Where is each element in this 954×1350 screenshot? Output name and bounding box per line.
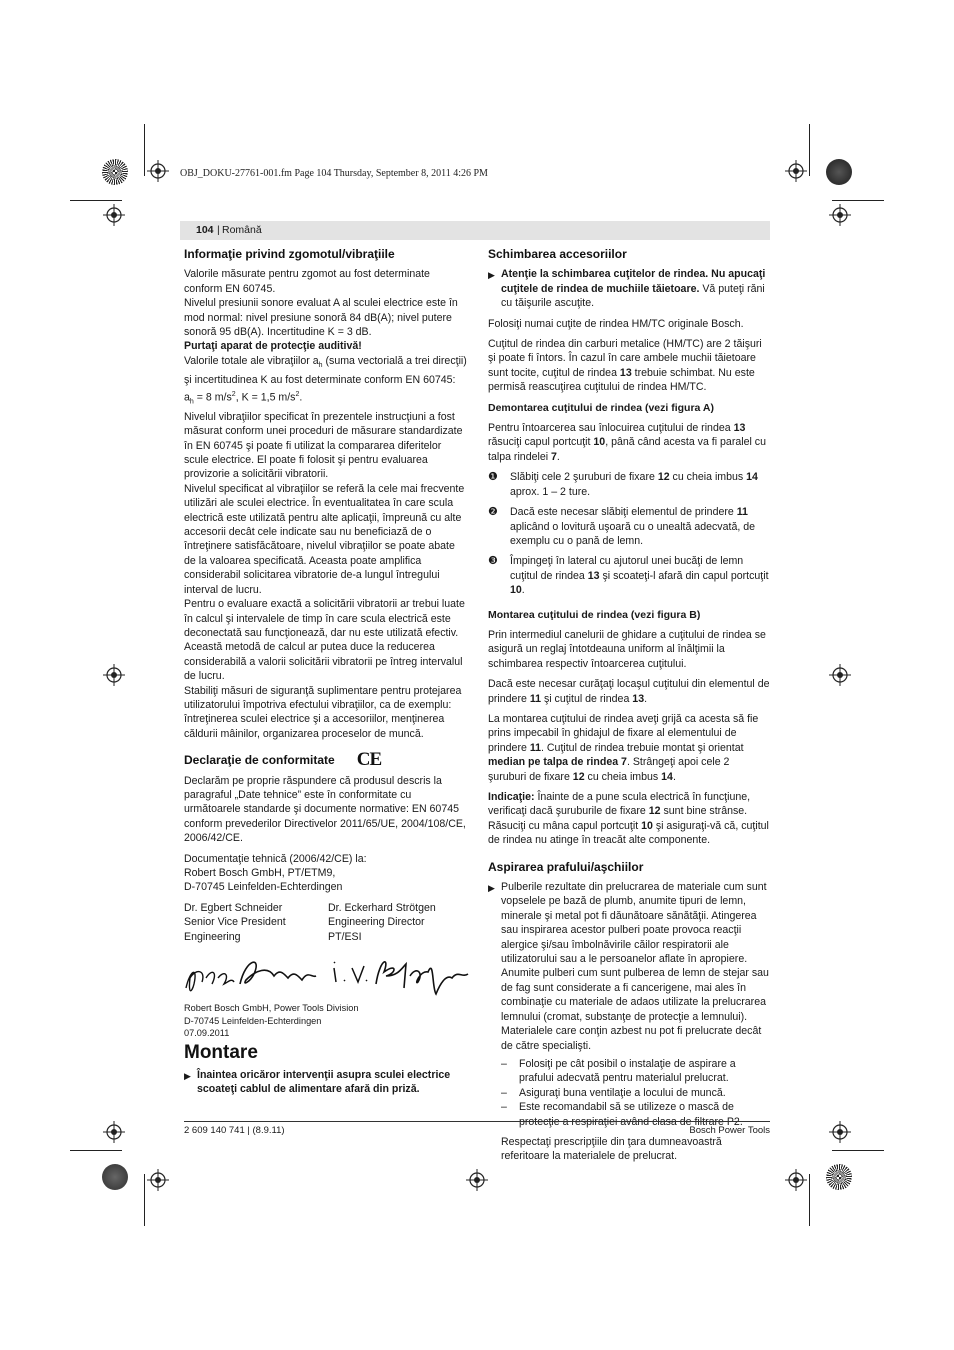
dust-paragraph: Respectaţi prescripţiile din ţara dumneavoastră referitoare la materialele de prelucrat.	[501, 1135, 722, 1163]
signatory-1: Dr. Egbert Schneider Senior Vice President Engineering	[184, 901, 286, 943]
registration-mark-icon	[147, 160, 169, 182]
warning-item: ▶ Atenţie la schimbarea cuţitelor de rindea. Nu apucaţi cuţitele de rindea de muchiile tăietoare. Vă puteţi răni cu tăişurile ascuţite.	[488, 268, 766, 310]
calibration-disc-icon	[826, 159, 852, 185]
header-separator: |	[217, 224, 220, 236]
company-address: Robert Bosch GmbH, Power Tools Division D-70745 Leinfelden-Echterdingen 07.09.2011	[184, 1003, 359, 1039]
calibration-disc-icon	[102, 1164, 128, 1190]
left-column	[184, 247, 468, 1103]
dust-extraction-heading: Aspirarea prafului/aşchiilor	[488, 859, 644, 874]
step-1-icon: ❶	[488, 471, 498, 484]
bullet-arrow-icon: ▶	[488, 883, 495, 894]
conformity-heading: Declaraţie de conformitate CE	[184, 749, 382, 771]
header-language: Română	[222, 224, 262, 236]
page-header	[180, 221, 770, 240]
calibration-star-icon	[102, 159, 128, 185]
footer-doc-number: 2 609 140 741 | (8.9.11)	[184, 1125, 285, 1136]
dismount-paragraph: Pentru întoarcerea sau înlocuirea cuţitului de rindea 13 răsuciţi capul portcuţit 10, până când acesta va fi paralel cu talpa rindelei 7.	[488, 422, 766, 463]
mount-paragraph: Prin intermediul canelurii de ghidare a cuţitului de rindea se asigură un reglaj întotdeauna uniform al înălţimii la schimbarea respectiv întoarcerea cuţitului.	[488, 628, 766, 670]
vibration-paragraph: Nivelul specificat al vibraţiilor se referă la cele mai frecvente utilizări ale sculei electrice. În eventualitatea în care scula electrică este utilizată pentru alte aplicaţii, împreună cu alte accesorii decât cele indicate sau nu beneficiază de o întreţinere satisfăcătoare, nivelul vibraţiilor se poate abate de la valoarea specificată. Aceasta poate amplifica considerabil solicitarea vibratorie de-a lungul întregului interval de lucru.	[184, 482, 465, 596]
registration-mark-icon	[785, 160, 807, 182]
conformity-paragraph: Declarăm pe proprie răspundere că produsul descris la paragraful „Date tehnice” este în conformitate cu următoarele standarde şi documente normative: EN 60745 conform prevederilor Directivelor 2011/65/UE, 2004/108/CE, 2006/42/CE.	[184, 774, 466, 845]
step-3-icon: ❸	[488, 555, 498, 568]
registration-mark-icon	[829, 204, 851, 226]
tech-doc-paragraph: Documentaţie tehnică (2006/42/CE) la: Robert Bosch GmbH, PT/ETM9, D-70745 Leinfelden-Echterdingen	[184, 852, 367, 894]
warning-item: ▶ Pulberile rezultate din prelucrarea de materiale cum sunt vopselele pe bază de plumb, anumite tipuri de lemn, minerale şi metal pot fi dăunătoare sănătăţii. Atingerea sau inspirarea acestor pulberi poate provoca reacţii alergice şi/sau îmbolnăvirile căilor respiratorii ale utilizatorului sau a le persoanelor aflate în apropiere.	[488, 881, 767, 966]
step-item: ❸ Împingeţi în lateral cu ajutorul unei bucăţi de lemn cuţitul de rindea 13 şi scoateţi-l afară din capul portcuţit 10.	[488, 555, 769, 597]
vibration-paragraph: Stabiliţi măsuri de siguranţă suplimentare pentru protejarea utilizatorului împotriva efectului vibraţiilor, ca de exemplu: întreţinerea sculei electrice şi a accesoriilor, menţinerea căldurii mâinilor, organizarea proceselor de muncă.	[184, 684, 462, 740]
footer-rule	[184, 1121, 770, 1122]
registration-mark-icon	[829, 1121, 851, 1143]
note-paragraph: Indicaţie: Înainte de a pune scula electrică în funcţiune, verificaţi dacă şuruburile de fixare 12 sunt bine strânse. Răsuciţi cu mâna capul portcuţit 10 şi asiguraţi-vă că, cuţitul de rindea nu atinge în treacăt alte componente.	[488, 791, 769, 847]
montare-heading: Montare	[184, 1041, 258, 1063]
list-item: – Este recomandabil să se utilizeze o mască de	[501, 1101, 734, 1114]
right-column	[488, 247, 770, 1164]
dust-measures-list	[501, 1057, 770, 1129]
vibration-paragraph: Pentru o evaluare exactă a solicitării vibratorii ar trebui luate în calcul şi intervalele de timp în care scula electrică este deconectată sau funcţionează, dar nu este utilizată efectiv. Această metodă de calcul ar putea duce la reducerea considerabilă a valorii solicitării vibratorii pe întreg intervalul de lucru.	[184, 598, 465, 683]
registration-mark-icon	[147, 1169, 169, 1191]
registration-mark-icon	[466, 1169, 488, 1191]
list-item: – Asiguraţi buna ventilaţie a locului de muncă.	[501, 1086, 726, 1099]
accessory-paragraph: Cuţitul de rindea din carburi metalice (HM/TC) are 2 tăişuri şi poate fi întors. În cazul în care ambele muchii tăietoare sunt tocite, cuţitul de rindea 13 trebuie schimbat. Nu este permisă reascuţirea cuţitului de rindea HM/TC.	[488, 338, 762, 394]
registration-mark-icon	[829, 664, 851, 686]
ce-mark-icon: CE	[356, 749, 382, 771]
handwritten-signatures	[184, 948, 468, 1000]
bullet-arrow-icon: ▶	[184, 1070, 191, 1081]
registration-mark-icon	[785, 1169, 807, 1191]
noise-heading: Informaţie privind zgomotul/vibraţiile	[184, 247, 395, 261]
step-item: ❶ Slăbiţi cele 2 şuruburi de fixare 12 cu cheia imbus 14 aprox. 1 – 2 ture.	[488, 471, 758, 498]
print-slug: OBJ_DOKU-27761-001.fm Page 104 Thursday, September 8, 2011 4:26 PM	[180, 168, 488, 179]
step-item: ❷ Dacă este necesar slăbiţi elementul de prindere 11 aplicând o lovitură uşoară cu o unealtă adecvată, de exemplu cu o pană de lemn.	[488, 506, 756, 547]
mount-paragraph: Dacă este necesar curăţaţi locaşul cuţitului din elementul de prindere 11 şi cuţitul de rindea 13.	[488, 678, 770, 705]
warning-item: ▶ Înaintea oricăror intervenţii asupra sculei electrice scoateţi cablul de alimentare afară din priză.	[184, 1068, 451, 1096]
signatories	[184, 901, 468, 944]
mount-paragraph: La montarea cuţitului de rindea aveţi grijă ca acesta să fie prins impecabil în ghidajul de fixare al elementului de prindere 11. Cuţitul de rindea trebuie montat şi orientat median pe talpa de rindea 7. Strângeţi apoi cele 2 şuruburi de fixare 12 cu cheia imbus 14.	[488, 712, 759, 783]
calibration-star-icon	[826, 1164, 852, 1190]
vibration-paragraph: Valorile totale ale vibraţiilor $a_h$ (suma vectorială a trei direcţii) şi incertitudinea K au fost determinate conform EN 60745: $a_h = 8$ $m/s^2$, K = 1,5 $m/s^2$.	[184, 354, 467, 406]
footer-brand: Bosch Power Tools	[689, 1125, 770, 1136]
registration-mark-icon	[103, 664, 125, 686]
hearing-warning: Purtaţi aparat de protecţie auditivă!	[184, 340, 362, 353]
step-2-icon: ❷	[488, 506, 498, 519]
registration-mark-icon	[103, 1121, 125, 1143]
registration-mark-icon	[103, 204, 125, 226]
noise-paragraph: Valorile măsurate pentru zgomot au fost determinate conform EN 60745.	[184, 268, 430, 295]
list-item: – Folosiţi pe cât posibil o instalaţie de aspirare a prafului adecvată pentru materialul prelucrat.	[501, 1057, 736, 1085]
accessory-paragraph: Folosiţi numai cuţite de rindea HM/TC originale Bosch.	[488, 317, 744, 330]
vibration-paragraph: Nivelul vibraţiilor specificat în prezentele instrucţiuni a fost măsurat conform unei proceduri de măsurare standardizate în EN 60745 şi poate fi utilizat la compararea diferitelor scule electrice. El poate fi folosit şi pentru evaluarea provizorie a solicitării vibratorii.	[184, 410, 463, 481]
noise-paragraph: Nivelul presiunii sonore evaluat A al sculei electrice este în mod normal: nivel presiune sonoră 84 dB(A); nivel putere sonoră 95 dB(A). Incertitudine K = 3 dB.	[184, 297, 458, 339]
page-number: 104	[196, 224, 214, 236]
bullet-arrow-icon: ▶	[488, 270, 495, 281]
dismount-heading: Demontarea cuţitului de rindea (vezi figura A)	[488, 401, 714, 414]
mount-heading: Montarea cuţitului de rindea (vezi figura B)	[488, 608, 701, 621]
accessories-heading: Schimbarea accesoriilor	[488, 247, 627, 261]
signatory-2: Dr. Eckerhard Strötgen Engineering Director PT/ESI	[328, 901, 436, 943]
dust-paragraph: Anumite pulberi cum sunt pulberea de lemn de stejar sau de fag sunt considerate a fi cancerigene, mai ales în combinaţie cu materiale de adaos utilizate la prelucrarea lemnului (cromat, substanţe de protecţie a lemnului). Materialele care conţin azbest nu pot fi prelucrate decât de către specialişti.	[501, 967, 769, 1052]
